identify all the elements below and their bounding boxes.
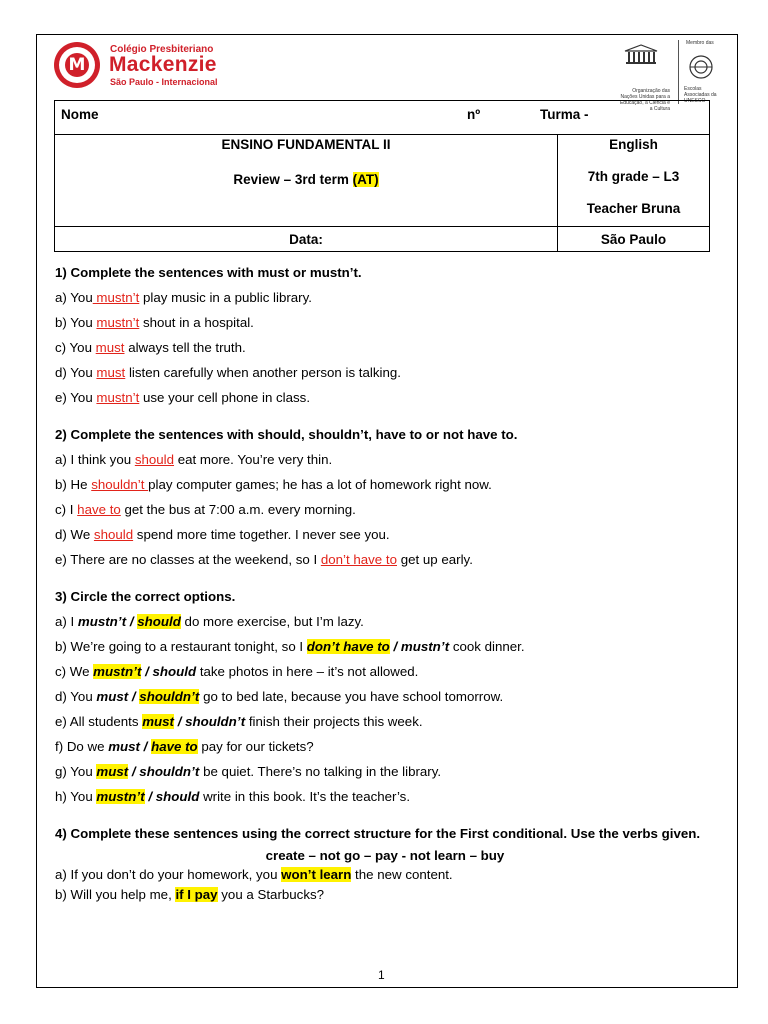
page-number: 1: [378, 968, 385, 982]
q3-item-a: a) I mustn’t / should do more exercise, but I’m lazy.: [55, 614, 364, 629]
unesco-membro-text: Membro das: [686, 40, 714, 46]
school-name-line1: Colégio Presbiteriano: [110, 44, 214, 55]
mackenzie-logo-icon: M: [54, 42, 100, 88]
unesco-badge: [616, 40, 728, 112]
q1-item-c: c) You must always tell the truth.: [55, 340, 246, 355]
ensino-label: ENSINO FUNDAMENTAL II: [221, 137, 391, 152]
teacher-label: Teacher Bruna: [586, 201, 681, 216]
q2-item-b: b) He shouldn’t play computer games; he has a lot of homework right now.: [55, 477, 492, 492]
unesco-divider: [678, 40, 679, 104]
q3-item-c: c) We mustn’t / should take photos in here – it’s not allowed.: [55, 664, 419, 679]
q3-item-f: f) Do we must / have to pay for our tickets?: [55, 739, 314, 754]
unesco-escolas-text: Escolas Associadas da UNESCO: [684, 86, 717, 104]
nome-label: Nome: [61, 107, 99, 122]
turma-label: Turma -: [540, 107, 589, 122]
q1-item-e: e) You mustn’t use your cell phone in class.: [55, 390, 311, 405]
review-highlight: (AT): [352, 172, 379, 187]
student-info-table: [54, 100, 710, 252]
q1-item-a: a) You mustn’t play music in a public library.: [55, 290, 312, 305]
unesco-temple-icon: [624, 44, 658, 66]
q3-item-e: e) All students must / shouldn’t finish their projects this week.: [55, 714, 423, 729]
exercise-content: [55, 264, 715, 905]
q3-item-g: g) You must / shouldn’t be quiet. There’s no talking in the library.: [55, 764, 442, 779]
name-row: [55, 101, 710, 135]
school-name-line2: Mackenzie: [109, 53, 217, 76]
q2-item-e: e) There are no classes at the weekend, so I don’t have to get up early.: [55, 552, 473, 567]
subject-cell: [558, 135, 710, 227]
q4-item-a: a) If you don’t do your homework, you won’t learn the new content.: [55, 867, 453, 882]
q3-title: 3) Circle the correct options.: [55, 589, 236, 604]
q2-title: 2) Complete the sentences with should, shouldn’t, have to or not have to.: [55, 427, 518, 442]
associated-schools-icon: [686, 52, 716, 82]
q3-item-h: h) You mustn’t / should write in this book. It’s the teacher’s.: [55, 789, 411, 804]
review-label: Review – 3rd term (AT): [233, 172, 379, 187]
q4-verbs: create – not go – pay - not learn – buy: [265, 848, 505, 863]
q2-item-c: c) I have to get the bus at 7:00 a.m. every morning.: [55, 502, 356, 517]
unesco-org-text: Organização das Nações Unidas para a Educação, a Ciência e a Cultura: [619, 88, 670, 112]
q2-item-d: d) We should spend more time together. I never see you.: [55, 527, 390, 542]
q4-item-b: b) Will you help me, if I pay you a Starbucks?: [55, 887, 325, 902]
q1-item-d: d) You must listen carefully when another person is talking.: [55, 365, 401, 380]
city-cell: São Paulo: [558, 227, 710, 252]
q3-item-b: b) We’re going to a restaurant tonight, so I don’t have to / mustn’t cook dinner.: [55, 639, 525, 654]
q3-item-d: d) You must / shouldn’t go to bed late, because you have school tomorrow.: [55, 689, 504, 704]
grade-label: 7th grade – L3: [587, 169, 680, 184]
course-cell: [55, 135, 558, 227]
q1-title: 1) Complete the sentences with must or mustn’t.: [55, 265, 362, 280]
data-cell: Data:: [55, 227, 558, 252]
school-logo: [54, 42, 244, 92]
q2-item-a: a) I think you should eat more. You’re very thin.: [55, 452, 333, 467]
school-name-line3: São Paulo - Internacional: [110, 77, 218, 87]
q1-item-b: b) You mustn’t shout in a hospital.: [55, 315, 254, 330]
numero-label: nº: [467, 107, 481, 122]
subject-label: English: [609, 137, 658, 152]
q4-title: 4) Complete these sentences using the correct structure for the First conditional. Use the verbs given.: [55, 826, 701, 841]
